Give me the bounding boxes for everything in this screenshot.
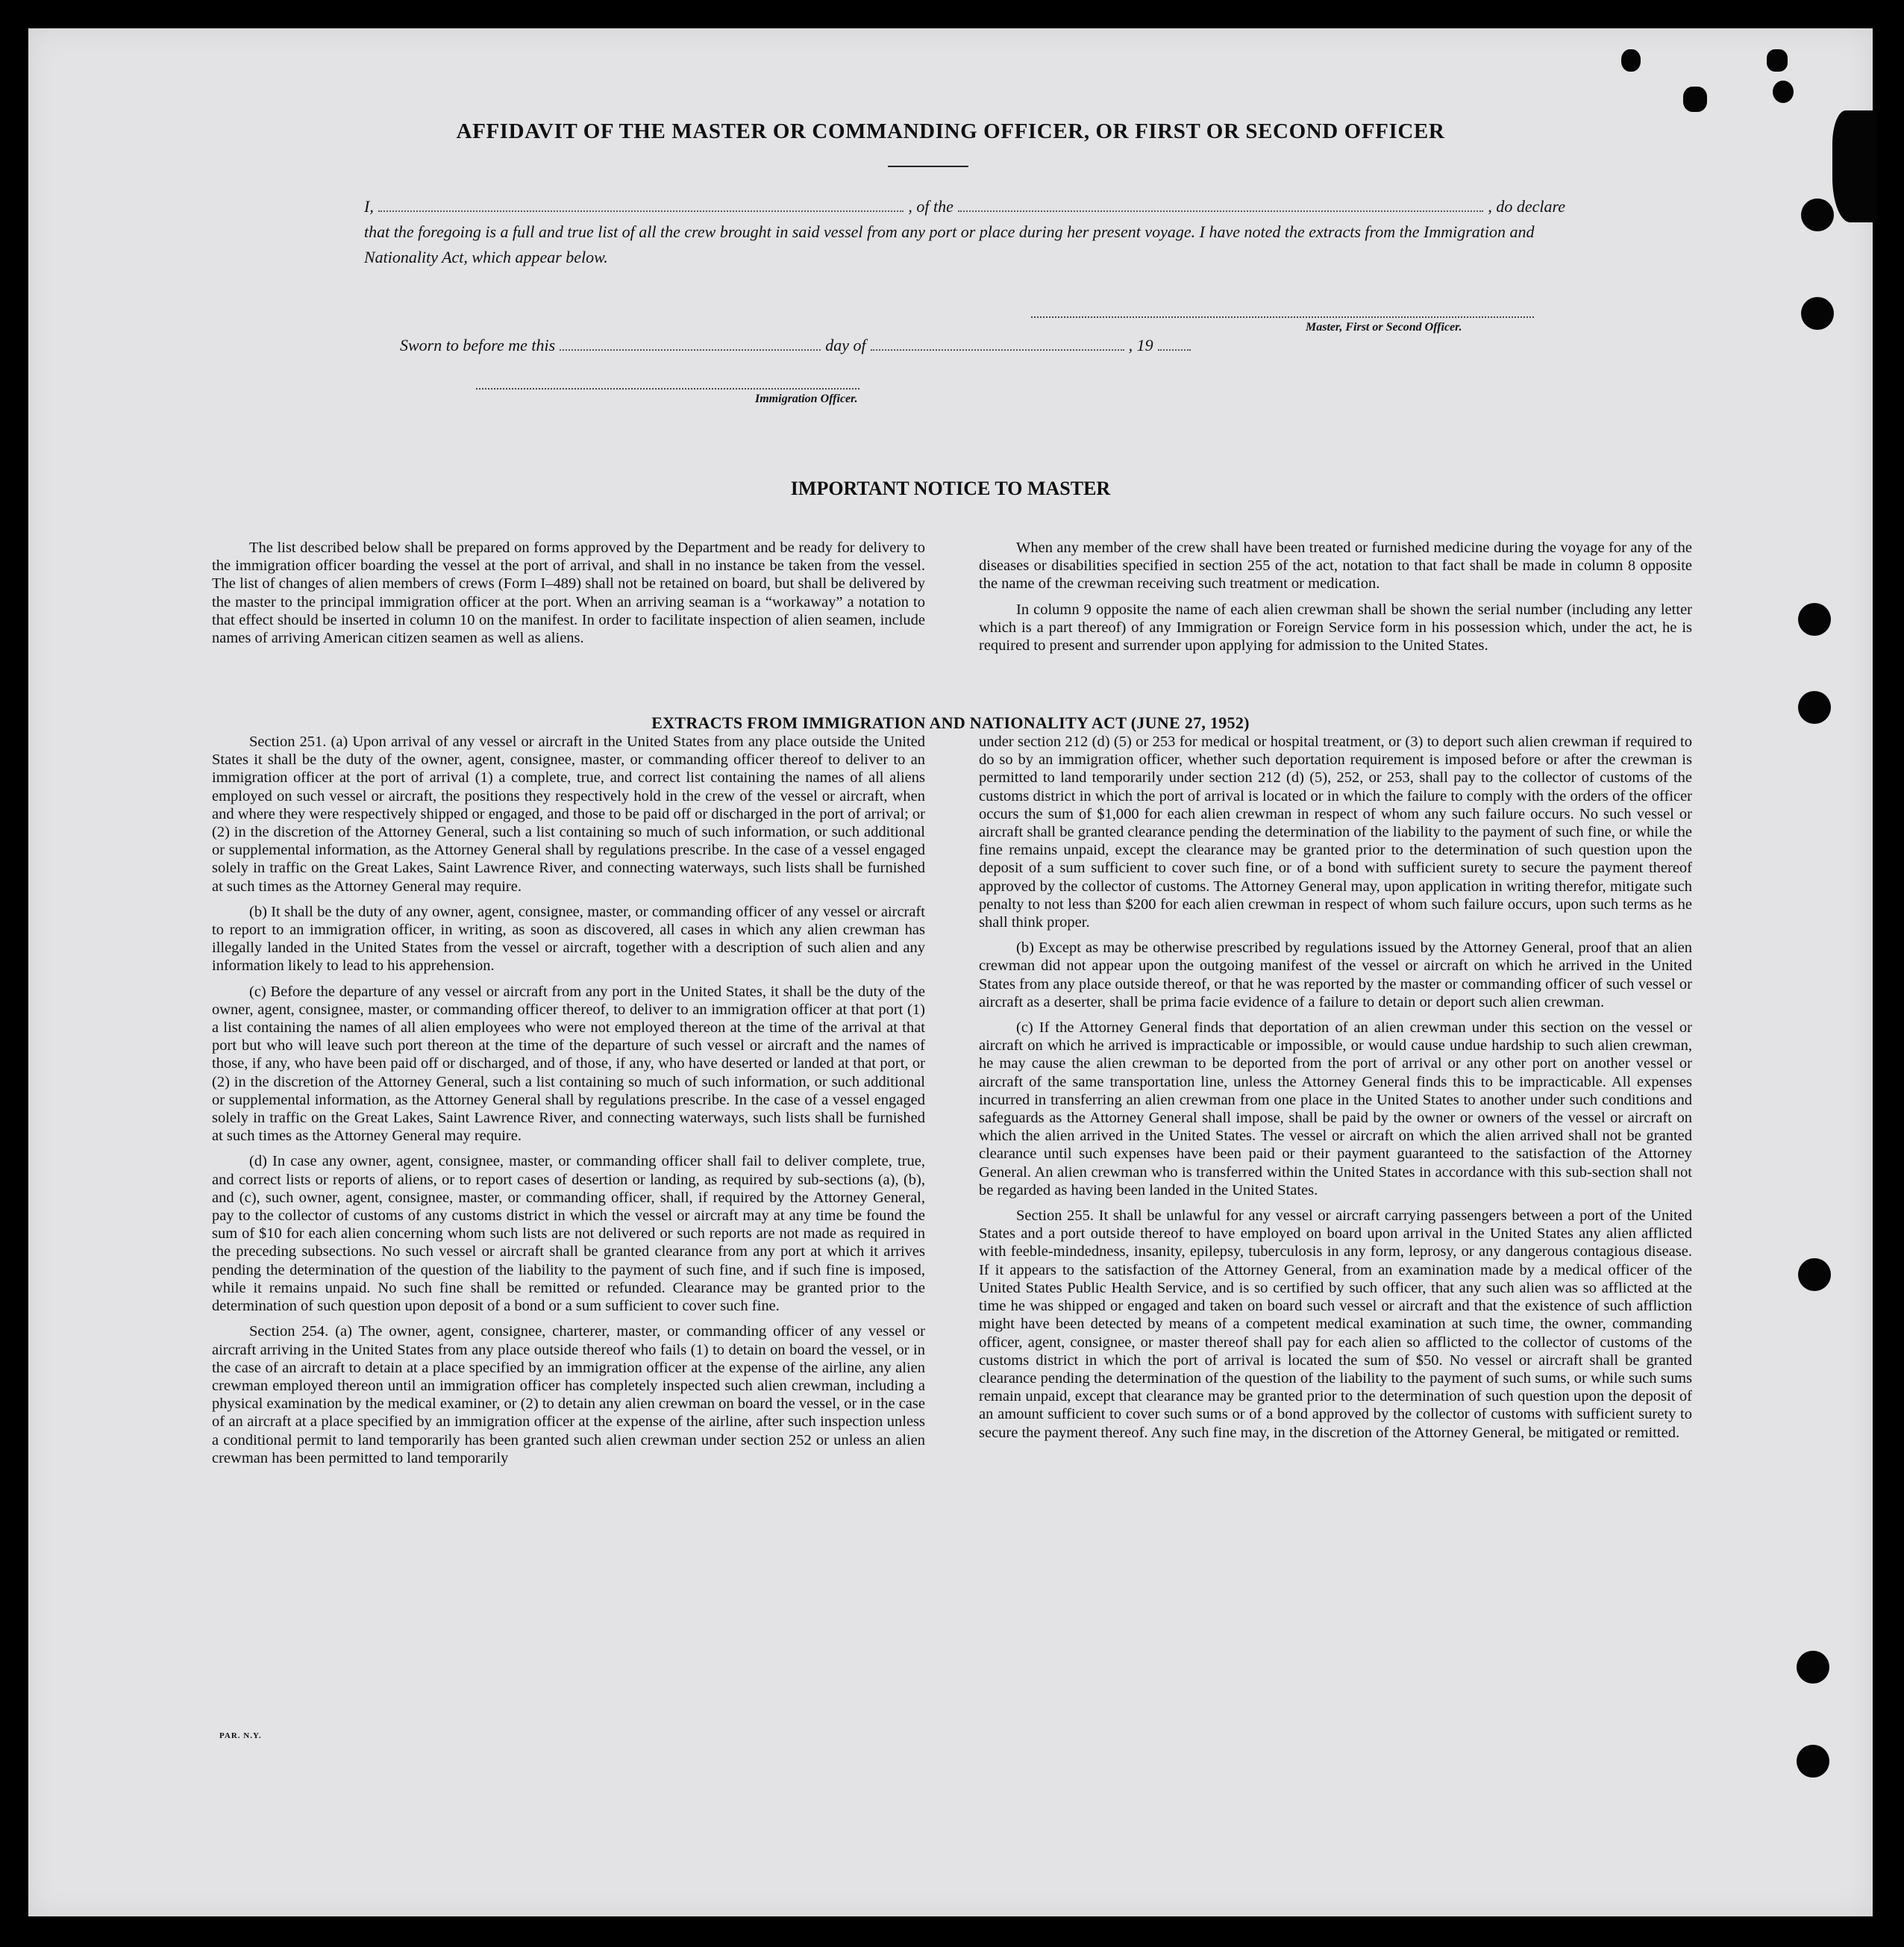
affidavit-title: AFFIDAVIT OF THE MASTER OR COMMANDING OFFICER, OR FIRST OR SECOND OFFICER <box>456 119 1445 143</box>
notice-title: IMPORTANT NOTICE TO MASTER <box>790 478 1111 499</box>
notice-paragraph: In column 9 opposite the name of each alien crewman shall be shown the serial number (including any letter which is a part thereof) of any Immigration or Foreign Service form in his possession which, under the act, he is required to present and surrender upon applying for admission to the United States. <box>979 601 1692 654</box>
sworn-day-blank[interactable] <box>560 336 821 351</box>
extract-paragraph: Section 255. It shall be unlawful for any vessel or aircraft carrying passengers between a port of the United States and a port outside thereof to have employed on board upon arrival in the United States any alien afflicted with feeble-mindedness, insanity, epilepsy, tuberculosis in any form, leprosy, or any dangerous contagious disease. If it appears to the satisfaction of the Attorney General, from an examination made by a medical officer of the United States Public Health Service, and is so certified by such officer, that any such alien was so afflicted at the time he was shipped or engaged and taken on board such vessel or aircraft and that the existence of such affliction might have been detected by means of a competent medical examination at such time, the owner, commanding officer, agent, consignee, or master thereof shall pay for each alien so afflicted to the collector of customs of the customs district in which the port of arrival is located the sum of $50. No vessel or aircraft shall be granted clearance pending the determination of the question of the liability to the payment of such sums, or while such sums remain unpaid, except that clearance may be granted prior to the determination of such question upon the deposit of an amount sufficient to cover such sums or of a bond approved by the collector of customs with sufficient surety to secure the payment thereof. Any such fine may, in the discretion of the Attorney General, be mitigated or remitted. <box>979 1207 1692 1441</box>
notice-paragraph: The list described below shall be prepared on forms approved by the Department and be ready for delivery to the immigration officer boarding the vessel at the port of arrival, and shall in no instance be taken from the vessel. The list of changes of alien members of crews (Form I–489) shall not be retained on board, but shall be delivered by the master to the principal immigration officer at the port. When an arriving seaman is a “workaway” a notation to that effect should be inserted in column 10 on the manifest. In order to facilitate inspection of alien seamen, include names of arriving American citizen seamen as well as aliens. <box>212 540 925 647</box>
officer-signature-line[interactable] <box>476 387 859 390</box>
extract-paragraph: (c) Before the departure of any vessel or aircraft from any port in the United States, it shall be the duty of the owner, agent, consignee, master, or commanding officer thereof, to deliver to an immigration officer at that port (1) a list containing the names of all alien employees who were not employed thereon at the time of the arrival at that port but who will leave such port thereon at the time of the departure of such vessel or aircraft and the names of those, if any, who have been paid off or discharged, and of those, if any, who have deserted or landed at that port, or (2) in the discretion of the Attorney General, such a list containing so much of such information, or such additional or supplemental information, as the Attorney General shall by regulations prescribe. In the case of a vessel engaged solely in traffic on the Great Lakes, Saint Lawrence River, and connecting waterways, such lists shall be furnished at such times as the Attorney General may require. <box>212 983 925 1145</box>
day-of-label: day of <box>825 336 866 354</box>
declaration-line <box>364 194 1565 219</box>
top-right-blot-1 <box>1621 49 1641 72</box>
extracts-right-column <box>979 733 1692 1449</box>
declaration-text: that the foregoing is a full and true list of all the crew brought in said vessel from any port or place during her present voyage. I have noted the extracts from the Immigration and Nationality Act, which appear below. <box>364 222 1535 266</box>
notice-right-column <box>979 539 1692 662</box>
top-right-blot-2 <box>1683 87 1707 112</box>
punch-hole <box>1798 1258 1831 1291</box>
title-rule <box>888 166 968 167</box>
sworn-line <box>400 336 1295 355</box>
vessel-blank[interactable] <box>958 196 1484 212</box>
decl-do-declare-label: , do declare <box>1488 197 1566 216</box>
master-caption: Master, First or Second Officer. <box>1306 321 1462 334</box>
extracts-title: EXTRACTS FROM IMMIGRATION AND NATIONALITY ACT (JUNE 27, 1952) <box>651 713 1250 732</box>
top-right-blot-4 <box>1773 81 1794 103</box>
master-signature-line[interactable] <box>1031 315 1534 318</box>
extract-paragraph: (b) Except as may be otherwise prescribed by regulations issued by the Attorney General, proof that an alien crewman did not appear upon the outgoing manifest of the vessel or aircraft on which he arrived in the United States from any place outside thereof, or that he was reported by the master or commanding officer of such vessel or aircraft as a deserter, shall be prima facie evidence of a failure to detain or deport such alien crewman. <box>979 940 1692 1010</box>
punch-hole <box>1798 603 1831 636</box>
sworn-year-blank[interactable] <box>1158 336 1191 351</box>
punch-hole <box>1797 1745 1829 1778</box>
extracts-left-column <box>212 733 925 1475</box>
extract-paragraph: (c) If the Attorney General finds that deportation of an alien crewman under this section on the vessel or aircraft on which he arrived is impracticable or impossible, or would cause undue hardship to such alien crewman, he may cause the alien crewman to be deported from the port of arrival or any other port on another vessel or aircraft of the same transportation line, unless the Attorney General finds this to be impracticable. All expenses incurred in transferring an alien crewman from one place in the United States to another under such conditions and safeguards as the Attorney General shall impose, shall be paid by the owner or owners of the vessel or aircraft on which the alien arrived in the United States. The vessel or aircraft on which the alien arrived shall not be granted clearance until such expenses have been paid or their payment guaranteed to the satisfaction of the Attorney General. An alien crewman who is transferred within the United States in accordance with this sub-section shall not be regarded as having been landed in the United States. <box>979 1019 1692 1198</box>
declaration-block <box>364 194 1565 270</box>
year-prefix-label: , 19 <box>1128 336 1153 354</box>
extract-paragraph: Section 251. (a) Upon arrival of any vessel or aircraft in the United States from any place outside the United States it shall be the duty of the owner, agent, consignee, master, or commanding officer thereof to deliver to an immigration officer at the port of arrival (1) a complete, true, and correct list containing the names of all aliens employed on such vessel or aircraft, the positions they respectively hold in the crew of the vessel or aircraft, when and where they were respectively shipped or engaged, and those to be paid off or discharged in the port of arrival; or (2) in the discretion of the Attorney General, such a list containing so much of such information, or such additional or supplemental information, as the Attorney General shall by regulations prescribe. In the case of a vessel engaged solely in traffic on the Great Lakes, Saint Lawrence River, and connecting waterways, such lists shall be furnished at such times as the Attorney General may require. <box>212 734 925 895</box>
notice-left-column <box>212 539 925 654</box>
punch-hole <box>1801 199 1834 231</box>
extract-paragraph: Section 254. (a) The owner, agent, consignee, charterer, master, or commanding officer of any vessel or aircraft arriving in the United States from any place outside thereof who fails (1) to detain on board the vessel, or in the case of an aircraft to detain at a place specified by an immigration officer at the expense of the airline, any alien crewman employed thereon until an immigration officer has completely inspected such alien crewman, including a physical examination by the medical examiner, or (2) to detain any alien crewman on board the vessel, or in the case of an aircraft at a place specified by an immigration officer at the expense of the airline, after such inspection unless a conditional permit to land temporarily has been granted such alien crewman under section 252 or unless an alien crewman has been permitted to land temporarily <box>212 1323 925 1466</box>
punch-hole <box>1797 1651 1829 1684</box>
punch-hole <box>1801 297 1834 330</box>
printer-mark: PAR. N.Y. <box>219 1731 262 1740</box>
sworn-month-blank[interactable] <box>871 336 1124 351</box>
decl-i-label: I, <box>364 197 374 216</box>
top-right-blot-3 <box>1767 49 1788 72</box>
notice-paragraph: When any member of the crew shall have been treated or furnished medicine during the voyage for any of the diseases or disabilities specified in section 255 of the act, notation to that fact shall be made in column 8 opposite the name of the crewman receiving such treatment or medication. <box>979 540 1692 593</box>
extract-paragraph: (b) It shall be the duty of any owner, agent, consignee, master, or commanding officer of any vessel or aircraft to report to an immigration officer, in writing, as soon as discovered, all cases in which any alien crewman has illegally landed in the United States from the vessel or aircraft, together with a description of such alien and any information likely to lead to his apprehension. <box>212 903 925 975</box>
name-blank[interactable] <box>378 196 904 212</box>
extract-paragraph: under section 212 (d) (5) or 253 for medical or hospital treatment, or (3) to deport such alien crewman if required to do so by an immigration officer, whether such deportation requirement is imposed before or after the crewman is permitted to land temporarily under section 212 (d) (5), 252, or 253, shall pay to the collector of customs of the customs district in which the port of arrival is located or in which the failure to comply with the orders of the officer occurs the sum of $1,000 for each alien crewman in respect of whom any such failure occurs. No such vessel or aircraft shall be granted clearance pending the determination of the liability to the payment of such fine, or while the fine remains unpaid, except the clearance may be granted prior to the determination of such question upon the deposit of a sum sufficient to cover such fine, or of a bond with sufficient surety to secure the payment thereof approved by the collector of customs. The Attorney General may, upon application in writing therefor, mitigate such penalty to not less than $200 for each alien crewman in respect of whom such failure occurs, upon such terms as he shall think proper. <box>979 734 1692 931</box>
sworn-label: Sworn to before me this <box>400 336 556 354</box>
extract-paragraph: (d) In case any owner, agent, consignee, master, or commanding officer shall fail to deliver complete, true, and correct lists or reports of aliens, or to report cases of desertion or landing, as required by sub-sections (a), (b), and (c), such owner, agent, consignee, master, or commanding officer, shall, if required by the Attorney General, pay to the collector of customs of any customs district in which the vessel or aircraft may at any time be found the sum of $10 for each alien concerning whom such lists are not delivered or such reports are not made as required in the preceding subsections. No such vessel or aircraft shall be granted clearance from any port at which it arrives pending the determination of the question of the liability to the payment of such fine, and if such fine is imposed, while it remains unpaid. No such fine shall be remitted or refunded. Clearance may be granted prior to the determination of such question upon deposit of a bond or a sum sufficient to cover such fine. <box>212 1153 925 1315</box>
document-page <box>28 28 1873 1916</box>
decl-of-the-label: , of the <box>908 197 953 216</box>
officer-caption: Immigration Officer. <box>755 393 858 405</box>
